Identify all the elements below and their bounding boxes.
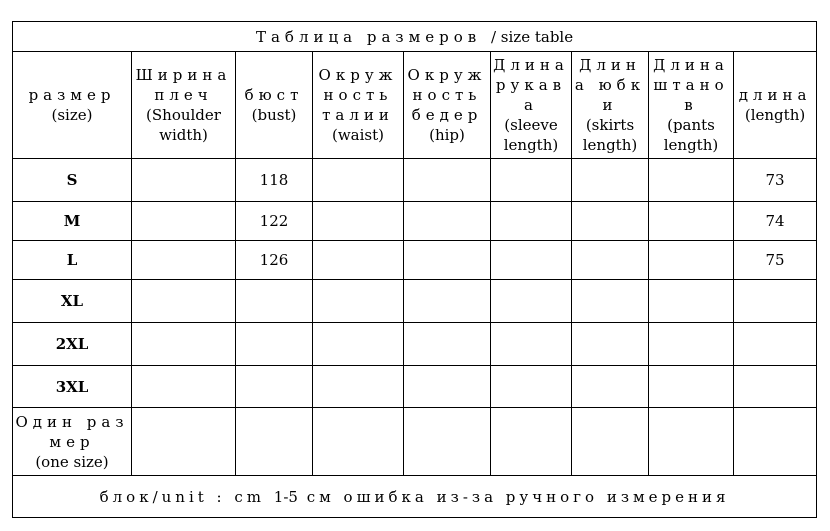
one-size-waist [313,408,404,476]
pants-value [649,323,734,366]
table-row-one-size [13,408,817,476]
header-waist: Окружность талии (waist) [313,52,404,159]
table-title-ru: Таблица размеров [255,27,482,46]
hip-value [404,280,491,323]
table-row [13,366,817,408]
hip-value [404,241,491,280]
waist-value [313,241,404,280]
size-label: 3XL [13,366,132,408]
bust-value [236,280,313,323]
skirt-value [572,241,649,280]
header-sleeve-length: Длина рукава (sleeve length) [491,52,572,159]
size-label: S [13,159,132,202]
size-label: XL [13,280,132,323]
header-bust: бюст (bust) [236,52,313,159]
hip-value [404,159,491,202]
size-label: M [13,202,132,241]
length-value: 74 [734,202,817,241]
header-hip: Окружность бедер (hip) [404,52,491,159]
one-size-hip [404,408,491,476]
sleeve-value [491,366,572,408]
pants-value [649,241,734,280]
length-value [734,366,817,408]
one-size-sleeve [491,408,572,476]
skirt-value [572,202,649,241]
table-title-en: / size table [490,27,574,46]
table-title [13,22,817,52]
shoulder-value [132,241,236,280]
table-row [13,280,817,323]
bust-value: 118 [236,159,313,202]
one-size-shoulder [132,408,236,476]
header-pants-length: Длина штанов (pants length) [649,52,734,159]
one-size-skirt [572,408,649,476]
bust-value: 126 [236,241,313,280]
header-size: размер (size) [13,52,132,159]
size-label: 2XL [13,323,132,366]
measurement-note [13,476,817,518]
bust-value [236,323,313,366]
header-length: длина (length) [734,52,817,159]
header-skirt-length: Длина юбки (skirts length) [572,52,649,159]
sleeve-value [491,241,572,280]
skirt-value [572,280,649,323]
length-value [734,323,817,366]
table-row [13,202,817,241]
sleeve-value [491,280,572,323]
waist-value [313,280,404,323]
title-row [13,22,817,52]
table-row [13,159,817,202]
one-size-label: Один размер (one size) [13,408,132,476]
skirt-value [572,323,649,366]
bust-value: 122 [236,202,313,241]
pants-value [649,366,734,408]
pants-value [649,280,734,323]
length-value [734,280,817,323]
unit-label: блок/unit : cm [99,487,265,506]
hip-value [404,366,491,408]
waist-value [313,366,404,408]
pants-value [649,159,734,202]
waist-value [313,323,404,366]
hip-value [404,202,491,241]
sleeve-value [491,323,572,366]
shoulder-value [132,202,236,241]
one-size-bust [236,408,313,476]
hip-value [404,323,491,366]
waist-value [313,202,404,241]
footer-row [13,476,817,518]
skirt-value [572,366,649,408]
size-label: L [13,241,132,280]
header-row [13,52,817,159]
shoulder-value [132,159,236,202]
shoulder-value [132,280,236,323]
bust-value [236,366,313,408]
header-shoulder-width: Ширина плеч (Shoulder width) [132,52,236,159]
one-size-length [734,408,817,476]
one-size-pants [649,408,734,476]
sleeve-value [491,159,572,202]
pants-value [649,202,734,241]
table-row [13,323,817,366]
table-row [13,241,817,280]
length-value: 75 [734,241,817,280]
length-value: 73 [734,159,817,202]
skirt-value [572,159,649,202]
error-range: 1-5 [273,487,298,506]
shoulder-value [132,323,236,366]
shoulder-value [132,366,236,408]
sleeve-value [491,202,572,241]
waist-value [313,159,404,202]
error-note: см ошибка из-за ручного измерения [306,487,730,506]
size-table [12,21,817,518]
